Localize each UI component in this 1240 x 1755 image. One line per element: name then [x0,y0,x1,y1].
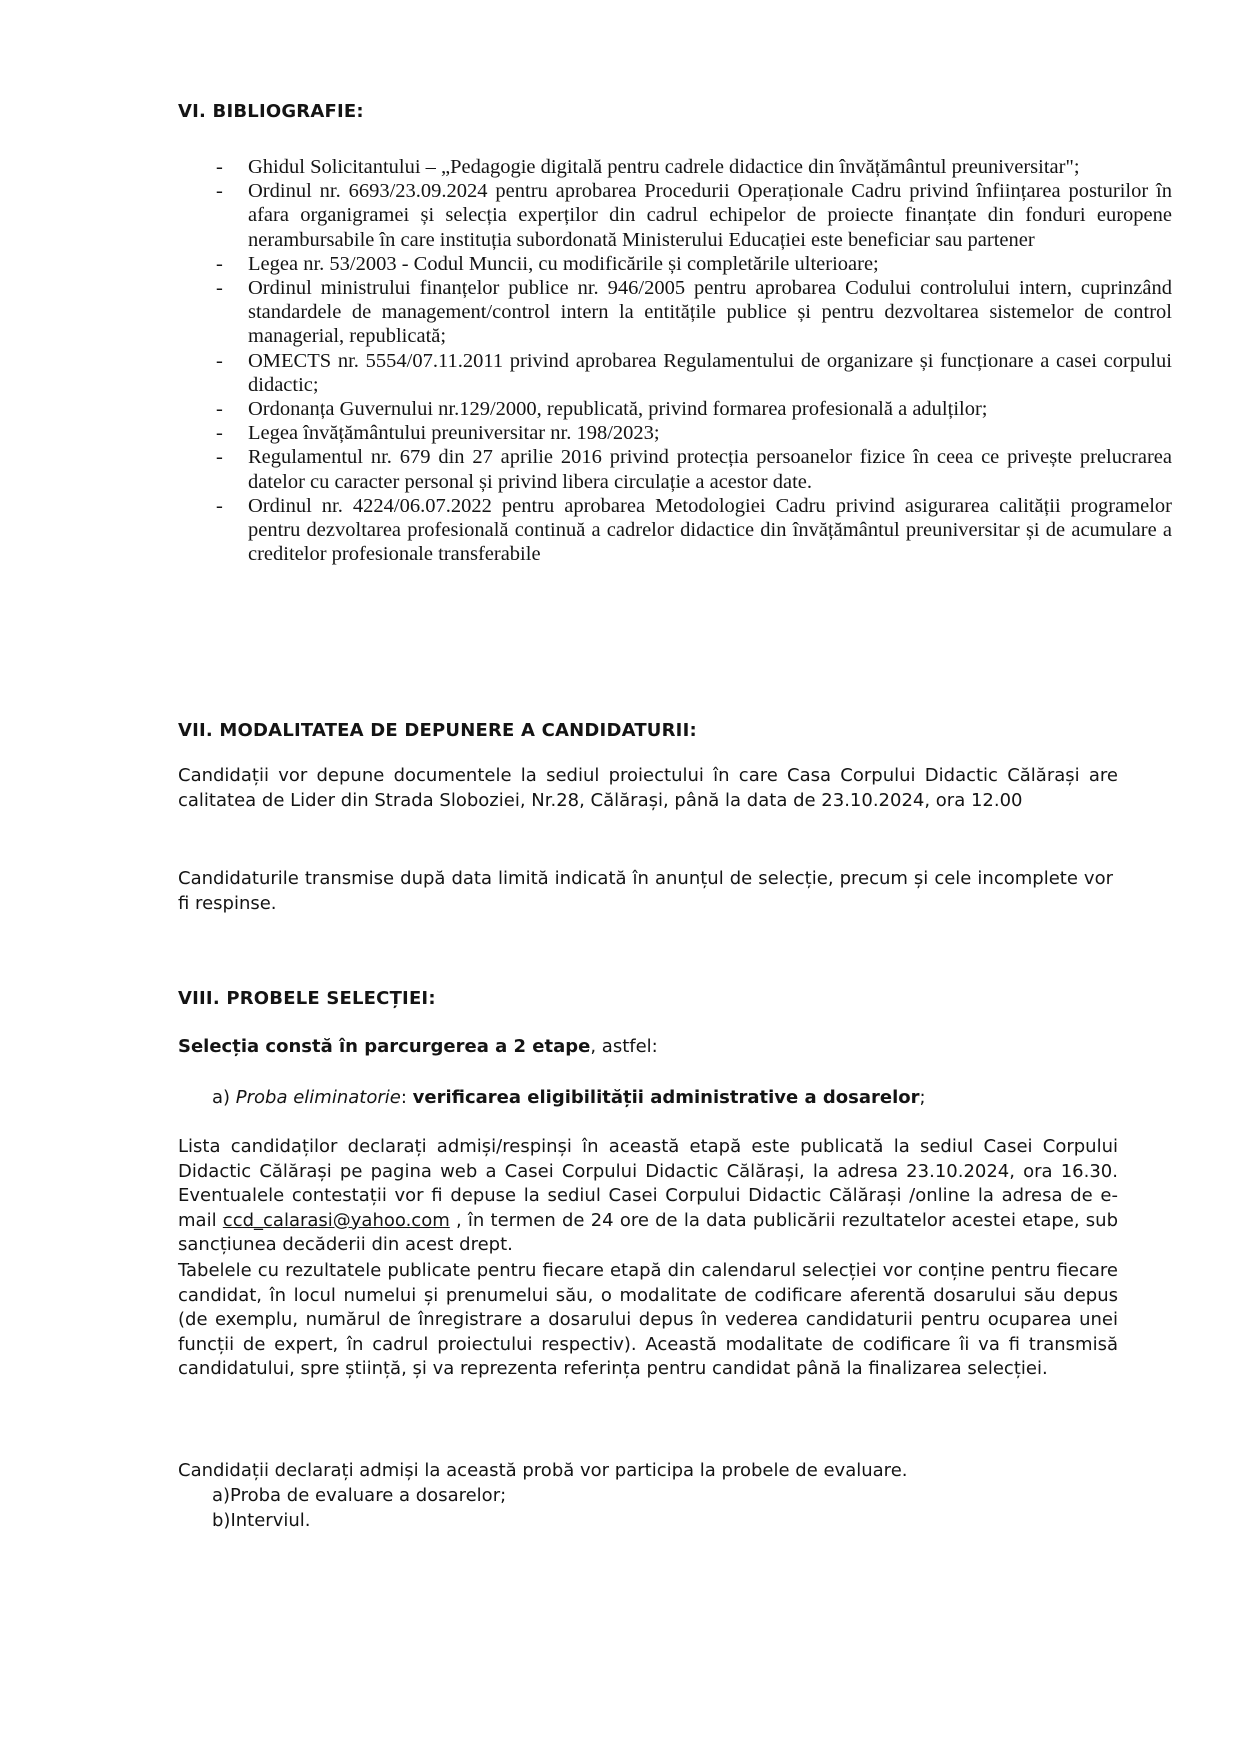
admitted-paragraph: Candidații declarați admiși la această probă vor participa la probele de evaluare. [178,1460,908,1481]
bibliography-list [212,155,1172,566]
stage-a-line [212,1086,1112,1111]
stage-a-italic: Proba eliminatorie [235,1087,401,1108]
bibliography-item: - Regulamentul nr. 679 din 27 aprilie 2016 privind protecția persoanelor fizice în ceea ce privește prelucrarea datelor cu caracter personal și privind libera circulație a acestor date. [212,445,1172,493]
bibliography-item: - Ordinul nr. 4224/06.07.2022 pentru aprobarea Metodologiei Cadru privind asigurarea calității programelor pentru dezvoltarea profesională continuă a cadrelor didactice din învățământul preuniversitar și de acumulare a creditelor profesionale transferabile [212,494,1172,567]
bibliography-item: - Legea învățământului preuniversitar nr. 198/2023; [212,421,1172,445]
section-title-submission: VII. MODALITATEA DE DEPUNERE A CANDIDATURII: [178,720,697,741]
stage-a-bold: verificarea eligibilității administrative a dosarelor [412,1087,920,1108]
results-list-text: Lista candidaților declarați admiși/respinși în această etapă este publicată la sediul Casei Corpului Didactic Călărași pe pagina web a Casei Corpului Didactic Călărași, la adresa 23.10.2024, ora 16.30. Eventualele contestații vor fi depuse la sediul Casei Corpului Didactic Călărași /online la adresa de e-mail [178,1136,1118,1231]
bibliography-item: - Ordonanța Guvernului nr.129/2000, republicată, privind formarea profesională a adulților; [212,397,1172,421]
rejection-paragraph: Candidaturile transmise după data limită indicată în anunțul de selecție, precum și cele incomplete vor fi respinse. [178,868,1113,914]
evaluation-b: b)Interviul. [212,1510,311,1531]
bibliography-item: - Ghidul Solicitantului – „Pedagogie digitală pentru cadrele didactice din învățământul preuniversitar"; [212,155,1172,179]
selection-intro [178,1035,1118,1060]
section-title-tests: VIII. PROBELE SELECȚIEI: [178,988,436,1009]
submission-paragraph: Candidații vor depune documentele la sediul proiectului în care Casa Corpului Didactic Călărași are calitatea de Lider din Strada Sloboziei, Nr.28, Călărași, până la data de 23.10.2024, ora 12.00 [178,765,1118,811]
evaluation-a: a)Proba de evaluare a dosarelor; [212,1485,507,1506]
stage-a-colon: : [400,1087,413,1108]
results-list-paragraph [178,1135,1118,1258]
tables-paragraph: Tabelele cu rezultatele publicate pentru fiecare etapă din calendarul selecției vor conține pentru fiecare candidat, în locul numelui și prenumelui său, o modalitate de codificare aferentă dosarului său depus (de exemplu, numărul de înregistrare a dosarului depus în vederea candidaturii pentru ocuparea unei funcții de expert, în cadrul proiectului respectiv). Această modalitate de codificare îi va fi transmisă candidatului, spre știință, și va reprezenta referința pentru candidat până la finalizarea selecției. [178,1260,1118,1379]
bibliography-item: - Ordinul nr. 6693/23.09.2024 pentru aprobarea Procedurii Operaționale Cadru privind înființarea posturilor în afara organigramei și selecția experților din cadrul echipelor de proiecte finanțate din fonduri europene nerambursabile în care instituția subordonată Ministerului Educației este beneficiar sau partener [212,179,1172,252]
stage-a-end: ; [919,1087,926,1108]
bibliography-item: - OMECTS nr. 5554/07.11.2011 privind aprobarea Regulamentului de organizare și funcționare a casei corpului didactic; [212,349,1172,397]
section-title-bibliography: VI. BIBLIOGRAFIE: [178,101,364,122]
stage-a-prefix: a) [212,1087,236,1108]
bibliography-item: - Legea nr. 53/2003 - Codul Muncii, cu modificările și completările ulterioare; [212,252,1172,276]
email-link[interactable]: ccd_calarasi@yahoo.com [222,1209,450,1231]
selection-intro-bold: Selecția constă în parcurgerea a 2 etape [178,1036,591,1057]
bibliography-item: - Ordinul ministrului finanțelor publice nr. 946/2005 pentru aprobarea Codului controlului intern, cuprinzând standardele de management/control intern la entitățile publice și pentru dezvoltarea sistemelor de control managerial, republicată; [212,276,1172,349]
results-list-text-after: , în termen de 24 ore de la data publicării rezultatelor acestei etape, sub sancțiunea decăderii din acest drept. [178,1209,1118,1255]
selection-intro-rest: , astfel: [590,1036,658,1057]
